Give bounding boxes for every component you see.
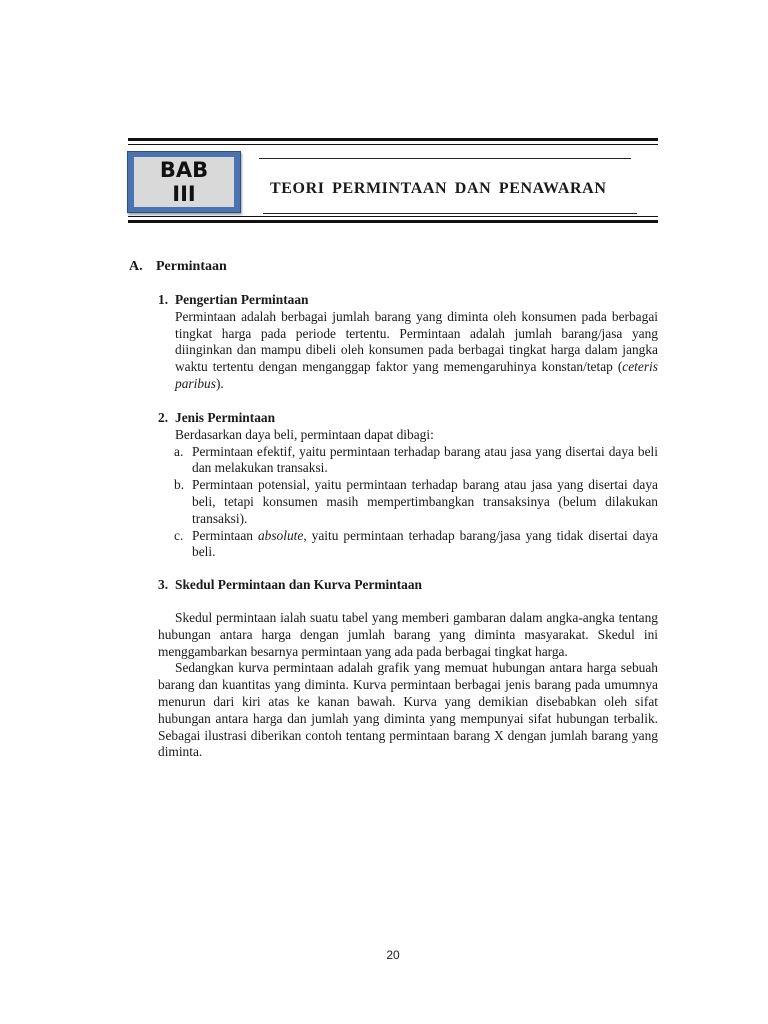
list-marker: c. — [174, 527, 184, 543]
list-item — [174, 528, 658, 562]
title-rule-top — [259, 158, 631, 159]
section-heading — [129, 259, 227, 275]
header-rule-top-thick — [128, 138, 658, 141]
list-item-text: Permintaan — [192, 527, 258, 543]
paragraph-curve: Sedangkan kurva permintaan adalah grafik yang memuat hubungan antara harga sebuah barang dan kuantitas yang diminta. Kurva permintaan berbagai jenis barang pada umumnya menurun dari kiri atas ke kanan bawah. Kurva yang demikian disebabkan oleh sifat hubungan antara harga dan jumlah yang diminta yang mempunyai sifat hubungan terbalik. Sebagai ilustrasi diberikan contoh tentang permintaan barang X dengan jumlah barang yang diminta. — [158, 660, 658, 760]
subsection-intro: Berdasarkan daya beli, permintaan dapat dibagi: — [175, 426, 434, 442]
list-item-text-end: , yaitu permintaan terhadap barang/jasa yang tidak disertai daya beli. — [192, 527, 658, 560]
list-item — [174, 444, 658, 478]
header-rule-bottom-thin — [128, 216, 658, 217]
paragraph-text-end: ). — [215, 375, 224, 391]
subsection-heading — [158, 577, 658, 594]
chapter-badge-label: BAB — [159, 158, 209, 182]
list-item — [174, 477, 658, 527]
subsection-2 — [158, 410, 658, 561]
list-marker: a. — [174, 443, 184, 459]
subsection-3-body — [158, 610, 658, 761]
subsection-paragraph — [158, 309, 658, 393]
chapter-badge-number: III — [172, 182, 196, 206]
subsection-title: Jenis Permintaan — [175, 410, 276, 425]
chapter-badge-inner — [134, 157, 234, 207]
paragraph-text: Permintaan adalah berbagai jumlah barang yang diminta oleh konsumen pada berbagai tingkat harga pada periode tertentu. Permintaan adalah jumlah barang/jasa yang diinginkan dan mampu dibeli oleh konsumen pada berbagai tingkat harga dalam jangka waktu tertentu dengan menganggap faktor yang memengaruhinya konstan/tetap ( — [175, 308, 658, 375]
header-rule-top-thin — [128, 144, 658, 145]
paragraph-italic-term: ceteris paribus — [175, 359, 658, 391]
section-title: Permintaan — [156, 259, 227, 274]
subsection-number: 2. — [158, 410, 169, 425]
header-rule-bottom-thick — [128, 220, 658, 223]
list-marker: b. — [174, 477, 185, 493]
subsection-heading — [158, 292, 658, 309]
subsection-number: 1. — [158, 292, 169, 307]
subsection-number: 3. — [158, 577, 169, 592]
list-item-text: Permintaan potensial, yaitu permintaan terhadap barang atau jasa yang disertai daya beli, tetapi konsumen masih mempertimbangkan transaksinya (belum dilakukan transaksi). — [192, 477, 658, 526]
subsection-1 — [158, 292, 658, 393]
subsection-title: Pengertian Permintaan — [175, 292, 309, 307]
subsection-heading — [158, 410, 658, 427]
chapter-badge — [127, 151, 241, 213]
subsection-3 — [158, 577, 658, 594]
list-item-italic-term: absolute — [257, 527, 304, 543]
title-rule-bottom — [263, 213, 637, 214]
chapter-title: TEORI PERMINTAAN DAN PENAWARAN — [270, 180, 607, 197]
section-letter: A. — [129, 259, 143, 274]
paragraph-schedule: Skedul permintaan ialah suatu tabel yang memberi gambaran dalam angka-angka tentang hubungan antara harga dengan jumlah barang yang diminta masyarakat. Skedul ini menggambarkan besarnya permintaan yang ada pada berbagai tingkat harga. — [158, 610, 658, 659]
demand-types-list — [158, 444, 658, 562]
page-number: 20 — [386, 948, 400, 962]
list-item-text: Permintaan efektif, yaitu permintaan terhadap barang atau jasa yang disertai daya beli dan melakukan transaksi. — [192, 443, 658, 476]
subsection-title: Skedul Permintaan dan Kurva Permintaan — [175, 577, 423, 592]
